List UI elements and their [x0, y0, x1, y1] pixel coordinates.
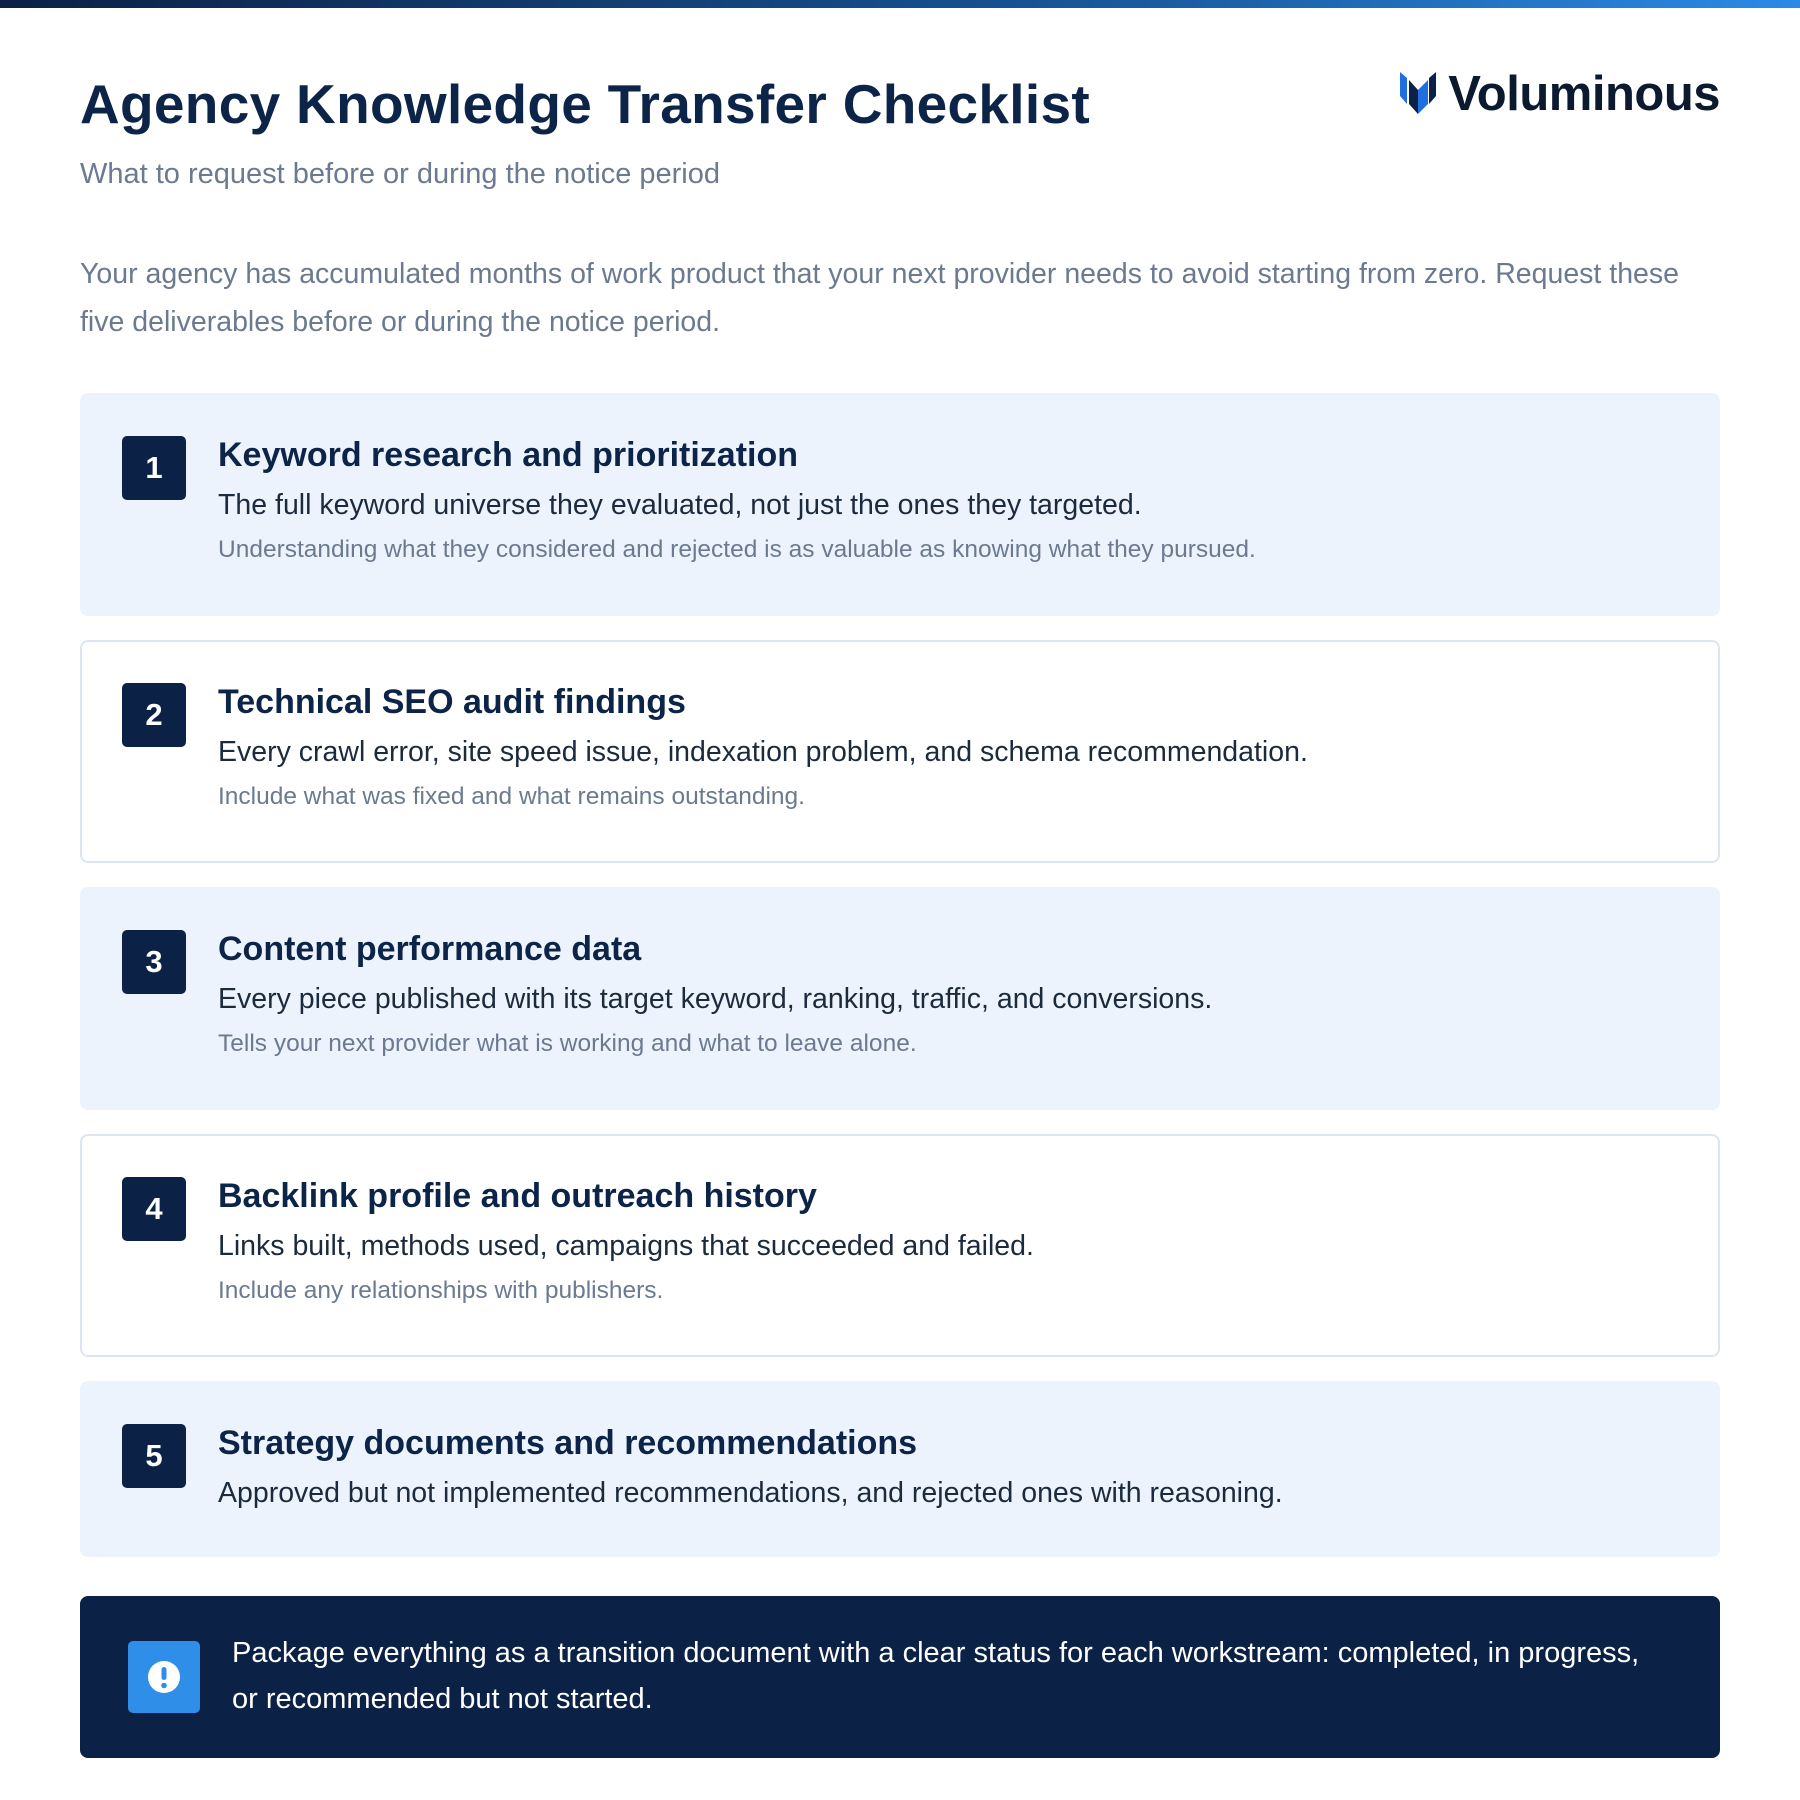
callout-box: [80, 1596, 1720, 1758]
callout-text: Package everything as a transition document with a clear status for each workstream: completed, in progress, or recommended but not started.: [232, 1637, 1640, 1715]
item-body: [218, 1176, 1678, 1306]
checklist: [80, 393, 1720, 1581]
page-title: Agency Knowledge Transfer Checklist: [80, 73, 1090, 135]
exclamation-circle-glyph: [147, 1660, 181, 1694]
item-title: Technical SEO audit findings: [218, 683, 686, 721]
top-accent-bar: [0, 0, 1800, 8]
checklist-item: [80, 393, 1720, 616]
item-body: [218, 682, 1678, 812]
page-subtitle: What to request before or during the notice period: [80, 158, 720, 190]
item-description: Every piece published with its target keyword, ranking, traffic, and conversions.: [218, 983, 1213, 1015]
voluminous-logo-icon: [1398, 70, 1438, 118]
item-number-badge: 4: [122, 1177, 186, 1241]
item-description: Every crawl error, site speed issue, indexation problem, and schema recommendation.: [218, 736, 1308, 768]
item-note: Include any relationships with publishers.: [218, 1277, 664, 1304]
item-title: Backlink profile and outreach history: [218, 1177, 817, 1215]
intro-paragraph: Your agency has accumulated months of work product that your next provider needs to avoid starting from zero. Request these five deliverables before or during the notice period.: [80, 258, 1679, 338]
item-title: Content performance data: [218, 930, 642, 968]
brand-logo: [1398, 66, 1720, 122]
item-note: Tells your next provider what is working and what to leave alone.: [218, 1030, 917, 1057]
item-body: [218, 929, 1678, 1059]
exclamation-circle-icon: [128, 1641, 200, 1713]
item-note: Understanding what they considered and rejected is as valuable as knowing what they pursued.: [218, 536, 1256, 563]
checklist-item: [80, 1381, 1720, 1557]
checklist-item: [80, 887, 1720, 1110]
item-body: [218, 1423, 1678, 1511]
item-number-badge: 2: [122, 683, 186, 747]
item-description: Links built, methods used, campaigns that succeeded and failed.: [218, 1230, 1034, 1262]
item-title: Strategy documents and recommendations: [218, 1424, 918, 1462]
item-number-badge: 5: [122, 1424, 186, 1488]
item-body: [218, 435, 1678, 565]
brand-name: Voluminous: [1448, 67, 1720, 121]
item-description: The full keyword universe they evaluated, not just the ones they targeted.: [218, 489, 1142, 521]
item-number-badge: 1: [122, 436, 186, 500]
item-number-badge: 3: [122, 930, 186, 994]
checklist-item: [80, 640, 1720, 863]
checklist-item: [80, 1134, 1720, 1357]
item-title: Keyword research and prioritization: [218, 436, 799, 474]
item-note: Include what was fixed and what remains outstanding.: [218, 783, 805, 810]
item-description: Approved but not implemented recommendations, and rejected ones with reasoning.: [218, 1477, 1283, 1509]
